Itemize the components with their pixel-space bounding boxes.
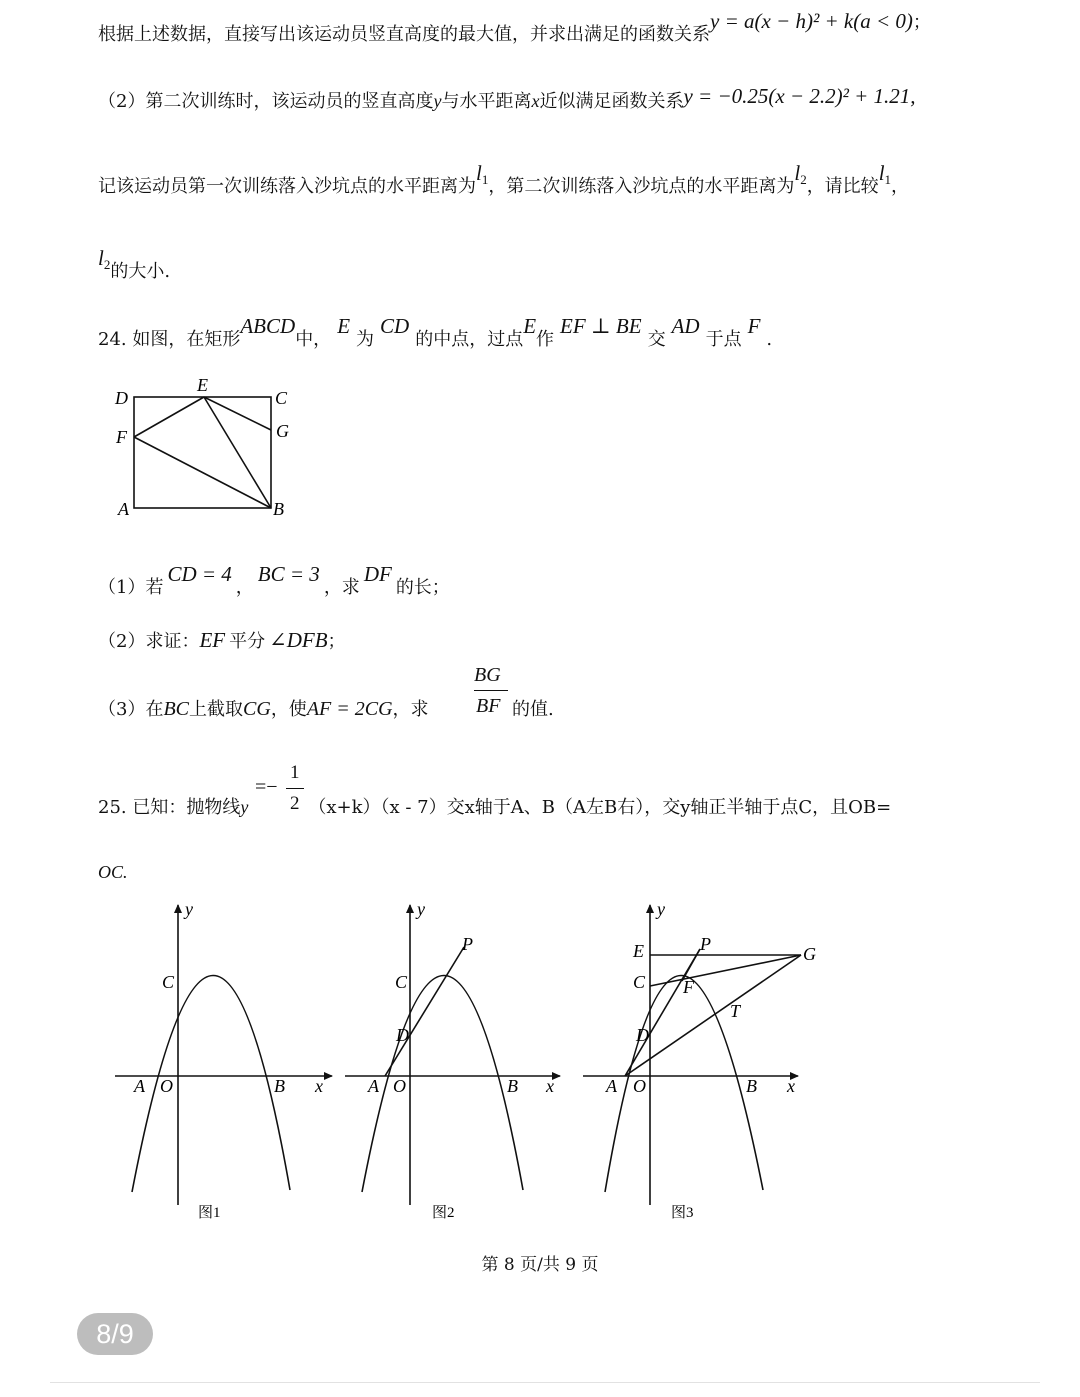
l2b-letter: l [98,246,104,270]
fig2-parabola [362,975,523,1192]
text-line-2 [98,84,916,113]
fig1-label-o: O [160,1076,173,1096]
fig2-label-y: y [417,899,425,919]
fig2-label-b: B [507,1076,518,1096]
fraction-denominator-bf: BF [476,695,501,717]
fig3-label-b: B [746,1076,757,1096]
bottom-divider [50,1382,1040,1383]
q24-zuo: 作 [536,329,555,350]
fig2-caption: 图2 [432,1205,455,1221]
label-c: C [275,388,288,408]
q24-dot: . [766,329,773,350]
text-line-1 [98,9,931,46]
label-a: A [118,499,129,519]
l1-symbol [476,161,488,185]
fig1-label-b: B [274,1076,285,1096]
label-b: B [273,499,284,519]
fig3-label-g: G [803,944,816,964]
l2-symbol [794,161,806,185]
line3-part-d: ， [891,176,910,197]
p3-b: 上截取 [189,699,244,720]
q24-wei: 为 [356,329,375,350]
q24-e1: E [337,314,351,338]
l1-letter: l [476,161,482,185]
text-line-4 [98,246,171,283]
parabola-figure-2 [340,895,570,1225]
text-line-3 [98,161,910,198]
q24-part-3 [98,695,429,721]
q25-eq: =− [255,776,278,798]
p2-pingfen: 平分 [229,631,266,652]
label-e: E [197,375,208,395]
q24-e2: E [523,314,537,338]
p2-end: ； [327,631,346,652]
fig3-label-y: y [657,899,665,919]
q24-part-2 [98,627,346,653]
line1-text: 根据上述数据，直接写出该运动员竖直高度的最大值，并求出满足的函数关系 [98,24,710,45]
p3-eq: AF = 2CG [306,698,393,720]
p3-cg: CG [243,698,271,720]
q24-cd: CD [380,314,410,338]
fig2-segment-ap [385,947,464,1076]
p3-bc: BC [163,698,190,720]
q24-f: F [747,314,761,338]
p3-d: ，求 [392,699,429,720]
fig1-label-y: y [185,899,193,919]
q24-zhong: 中， [295,329,332,350]
label-d: D [115,388,128,408]
var-x: x [531,91,540,111]
fig3-label-e: E [633,941,644,961]
page-indicator-badge: 8/9 [77,1313,153,1355]
p2-angle: ∠DFB [269,628,328,652]
fig2-label-a: A [368,1076,379,1096]
q25-a: 25. 已知：抛物线 [98,797,241,818]
l2-subscript: 2 [800,172,807,187]
l2-letter: l [794,161,801,185]
line1-formula: y = a(x − h)² + k(a < 0) [710,9,913,33]
line1-end: ； [912,12,931,33]
p1-comma: ， [235,577,254,598]
fig2-label-p: P [462,934,473,954]
l1-subscript: 1 [481,172,489,187]
fig1-label-c: C [162,972,175,992]
fig3-label-o: O [633,1076,646,1096]
line2-part-b: 与水平距离 [441,91,532,112]
label-g: G [276,421,289,441]
parabola-figure-3 [578,895,828,1225]
page-footer: 第 8 页/共 9 页 [481,1255,599,1275]
var-y: y [433,91,442,111]
l2b-symbol [98,246,110,270]
line2-formula: y = −0.25(x − 2.2)² + 1.21, [683,84,916,108]
q25-fraction-bar [286,788,304,789]
q25-line2: OC. [98,862,128,882]
q24-number: 24. 如图，在矩形 [98,329,241,350]
line2-part-a: （2）第二次训练时，该运动员的竖直高度 [98,91,434,112]
fig3-label-a: A [606,1076,617,1096]
q24-perp: EF ⊥ BE [560,314,642,338]
q25-num: 1 [290,762,300,783]
p1-bc: BC = 3 [257,562,320,586]
p1-qiu: ，求 [323,577,360,598]
segment-ef [134,397,204,437]
p3-a: （3）在 [98,699,164,720]
fig3-label-d: D [636,1025,649,1045]
fraction-numerator-bg: BG [474,664,501,686]
p2-ef: EF [199,628,226,652]
q25-den: 2 [290,793,300,814]
label-f: F [116,427,127,447]
p1-cd: CD = 4 [167,562,232,586]
q24-yudian: 于点 [705,329,742,350]
fig3-label-x: x [787,1076,795,1096]
l2b-subscript: 2 [103,257,111,272]
fig2-label-x: x [546,1076,554,1096]
fig1-caption: 图1 [198,1205,221,1221]
fig2-label-c: C [395,972,408,992]
fig3-caption: 图3 [671,1205,694,1221]
line3-part-c: ，请比较 [806,176,879,197]
rectangle-figure [100,370,310,520]
line2-part-c: 近似满足函数关系 [539,91,684,112]
q25-b: （x+k）（x - 7）交x轴于A、B（A左B右），交y轴正半轴于点C，且OB= [308,797,892,818]
fig2-label-d: D [396,1025,409,1045]
question-24-stem [98,314,773,351]
q24-midpoint: 的中点，过点 [415,329,524,350]
q24-jiao: 交 [647,329,666,350]
line4-text: 的大小. [110,261,171,282]
p1-a: （1）若 [98,577,164,598]
fig3-label-f: F [683,977,694,997]
line3-part-a: 记该运动员第一次训练落入沙坑点的水平距离为 [98,176,476,197]
p1-end: 的长； [395,577,450,598]
rect-abcd [134,397,271,508]
p2-a: （2）求证： [98,631,200,652]
p1-df: DF [363,562,392,586]
question-25-stem [98,793,891,819]
p3-end: 的值. [512,699,554,720]
fig3-label-c: C [633,972,646,992]
p3-c: ，使 [270,699,307,720]
fig3-label-p: P [700,934,711,954]
q24-ad: AD [671,314,700,338]
fig1-label-a: A [134,1076,145,1096]
parabola-figure-1 [110,895,340,1225]
q24-rect: ABCD [240,314,296,338]
q24-part-1 [98,562,450,599]
l1b-symbol [879,161,891,185]
q25-y: y [240,797,249,817]
fig2-label-o: O [393,1076,406,1096]
l1b-letter: l [878,161,885,185]
fraction-bar [474,690,508,691]
fig1-parabola [132,975,290,1192]
fig3-label-t: T [730,1001,741,1021]
line3-part-b: ，第二次训练落入沙坑点的水平距离为 [488,176,795,197]
l1b-subscript: 1 [884,172,892,187]
fig1-label-x: x [315,1076,323,1096]
